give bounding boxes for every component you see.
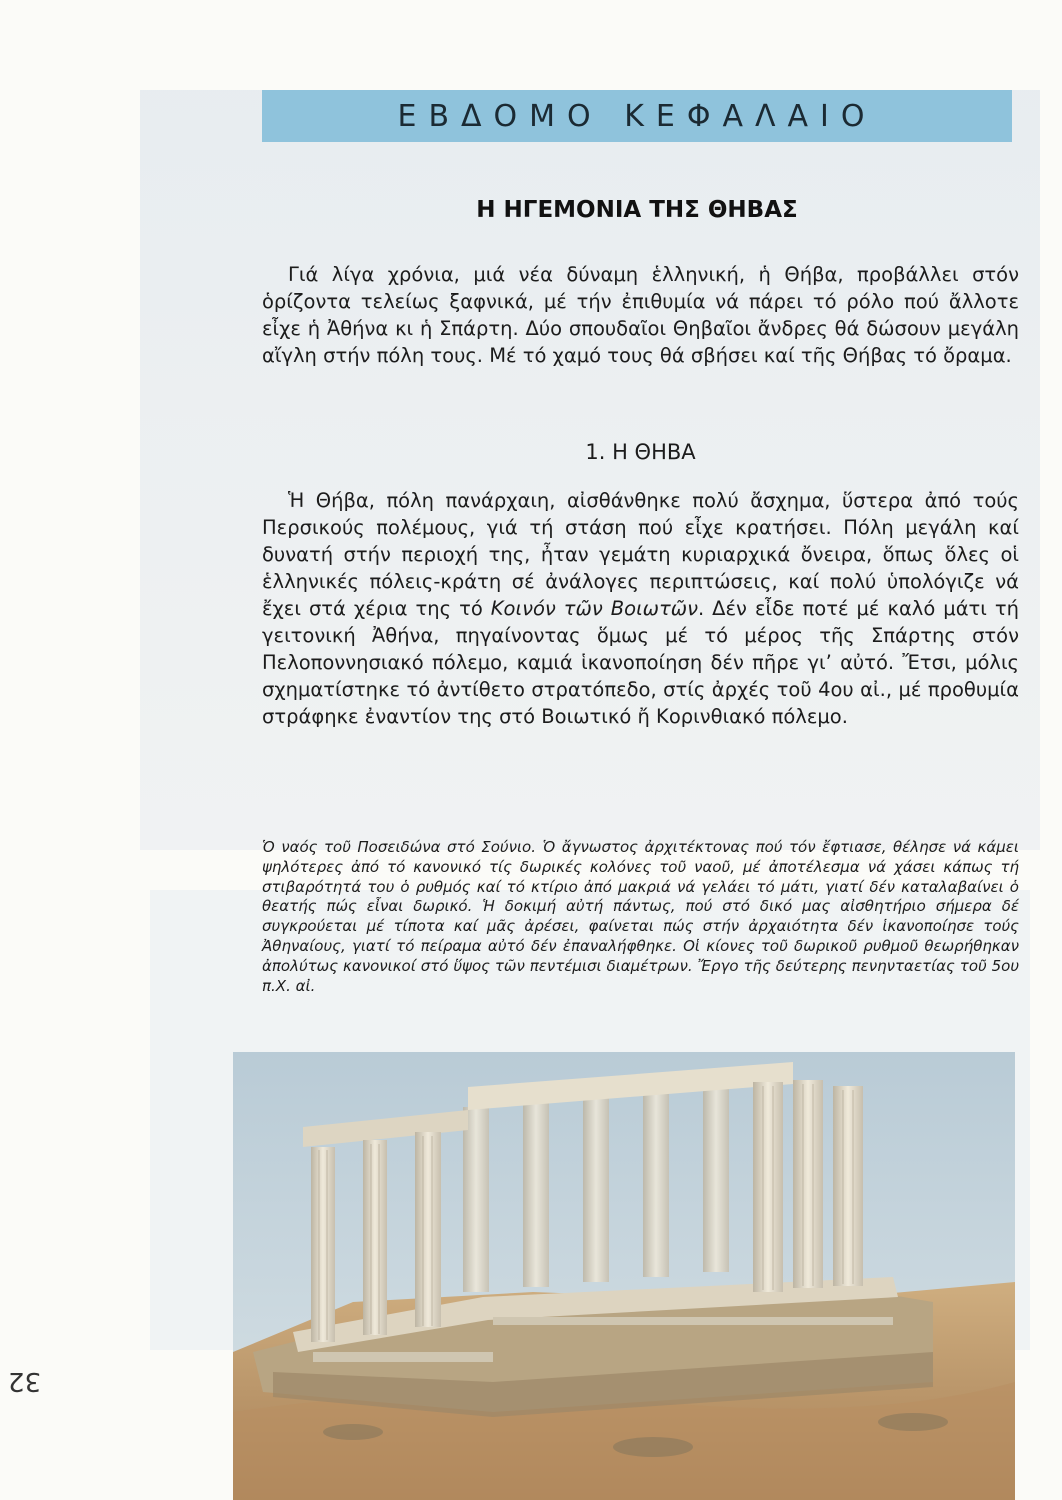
- photo-caption: Ὁ ναός τοῦ Ποσειδώνα στό Σούνιο. Ὁ ἄγνωστος ἀρχιτέκτονας πού τόν ἔφτιασε, θέλησε νά κάμει ψηλότερες ἀπό τό κανονικό τίς δωρικές κολόνες τοῦ ναοῦ, μέ ἀποτέλεσμα νά χάσει κάπως τή στιβαρότητά του ὁ ρυθμός καί τό κτίριο ἀπό μακριά νά γελάει τό μάτι, γιατί δέν καταλαβαίνει ὁ θεατής πώς εἶναι δωρικό. Ἡ δοκιμή αὐτή πάντως, πού στό δικό μας αἰσθητήριο σήμερα δέ συγκρούεται μέ τίποτα καί μᾶς ἀρέσει, φαίνεται πώς στήν ἀρχαιότητα δέν ἱκανοποίησε τούς Ἀθηναίους, γιατί τό πείραμα αὐτό δέν ἐπαναλήφθηκε. Οἱ κίονες τοῦ δωρικοῦ ρυθμοῦ θεωρήθηκαν ἀπολύτως κανονικοί στό ὕψος τῶν πεντέμισι διαμέτρων. Ἔργο τῆς δεύτερης πενηνταετίας τοῦ 5ου π.Χ. αἰ.: [262, 838, 1019, 995]
- section-heading: 1. Η ΘΗΒΑ: [585, 440, 696, 464]
- chapter-heading: ΕΒΔΟΜΟ ΚΕΦΑΛΑΙΟ: [262, 90, 1012, 142]
- section-body-text-1: Ἡ Θήβα, πόλη πανάρχαιη, αἰσθάνθηκε πολύ ἄσχημα, ὕστερα ἀπό τούς Περσικούς πολέμους, γιά τή στάση πού εἶχε κρατήσει. Πόλη μεγάλη καί δυνατή στήν περιοχή της, ἦταν γεμάτη κυριαρχικά ὄνειρα, ὅπως ὅλες οἱ ἑλληνικές πόλεις-κράτη σέ ἀνάλογες περιπτώσεις, καί πολύ ὑπολόγιζε νά ἔχει στά χέρια της τό: [262, 489, 1019, 620]
- section-body: [262, 487, 1019, 730]
- page-number: 32: [8, 1366, 42, 1396]
- temple-of-poseidon-image: [233, 1052, 1015, 1500]
- temple-photo: [233, 1052, 1015, 1500]
- intro-paragraph: Γιά λίγα χρόνια, μιά νέα δύναμη ἑλληνική, ἡ Θήβα, προβάλλει στόν ὁρίζοντα τελείως ξαφνικά, μέ τήν ἐπιθυμία νά πάρει τό ρόλο πού ἄλλοτε εἶχε ἡ Ἀθήνα κι ἡ Σπάρτη. Δύο σπουδαῖοι Θηβαῖοι ἄνδρες θά δώσουν μεγάλη αἴγλη στήν πόλη τους. Μέ τό χαμό τους θά σβήσει καί τῆς Θήβας τό ὄραμα.: [262, 263, 1019, 367]
- chapter-title: Η ΗΓΕΜΟΝΙΑ ΤΗΣ ΘΗΒΑΣ: [476, 197, 798, 223]
- section-body-italic: Κοινόν τῶν Βοιωτῶν: [490, 597, 698, 620]
- section-body-text-2: . Δέν εἶδε ποτέ μέ καλό μάτι τή γειτονική Ἀθήνα, πηγαίνοντας ὅμως μέ τό μέρος τῆς Σπάρτης στόν Πελοποννησιακό πόλεμο, καμιά ἱκανοποίηση δέν πῆρε γι’ αὐτό. Ἔτσι, μόλις σχηματίστηκε τό ἀντίθετο στρατόπεδο, στίς ἀρχές τοῦ 4ου αἰ., μέ προθυμία στράφηκε ἐναντίον της στό Βοιωτικό ἤ Κορινθιακό πόλεμο.: [262, 597, 1019, 728]
